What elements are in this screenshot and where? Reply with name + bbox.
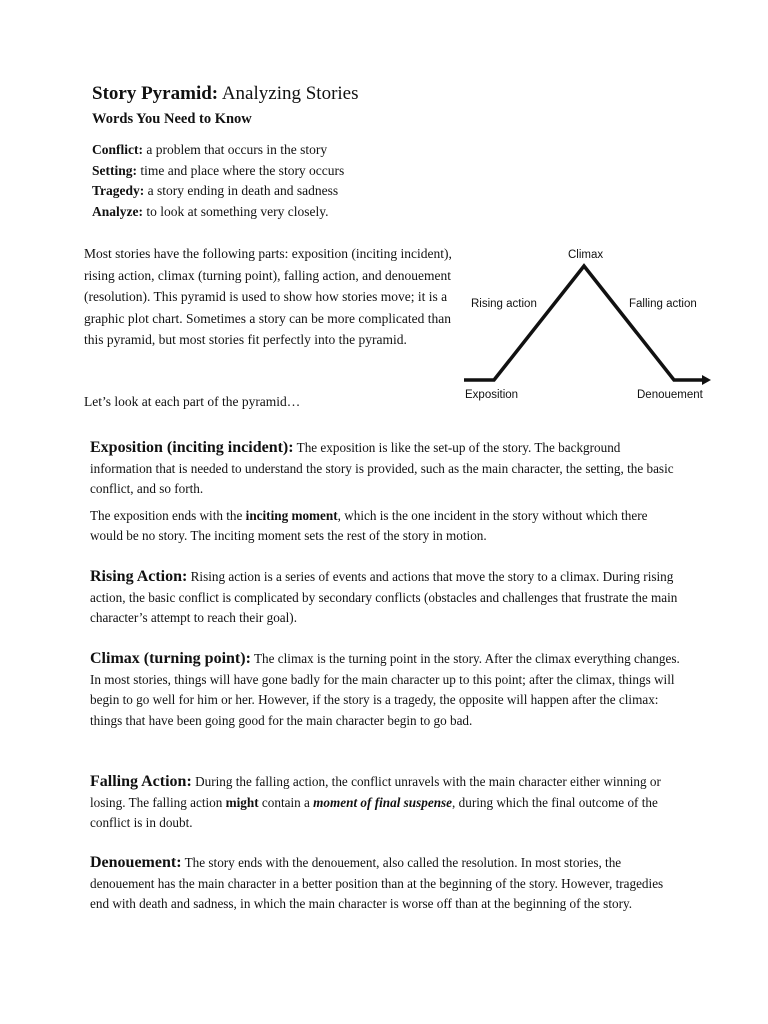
vocab-term: Setting: (92, 162, 137, 178)
intro-look-line: Let’s look at each part of the pyramid… (84, 394, 301, 409)
falling-action-label: Falling action (629, 298, 697, 310)
vocab-term: Conflict: (92, 142, 143, 157)
page-title (92, 82, 359, 106)
plot-line (464, 266, 702, 380)
vocab-term: Tragedy: (92, 183, 145, 198)
vocab-definition: a problem that occurs in the story (143, 142, 328, 157)
inciting-moment-term: inciting moment (245, 507, 338, 523)
section-climax (90, 649, 682, 731)
vocab-term: Analyze: (92, 203, 143, 219)
section-denouement (90, 853, 682, 915)
section-heading: Falling Action: (90, 773, 192, 790)
denouement-label: Denouement (637, 389, 703, 401)
section-text: contain a (258, 794, 314, 810)
title-rest: Analyzing Stories (218, 83, 359, 104)
might-term: might (225, 794, 259, 810)
section-rising-action (90, 567, 682, 629)
section-heading: Denouement: (90, 854, 182, 871)
exposition-label: Exposition (465, 389, 519, 401)
section-text: The climax is the turning point in the story. After the climax everything changes. In most stories, things will have gone badly for the main character up to this point; after the climax, things will begin to go well for him or her. However, if the story is a tragedy, the opposite will happen after the climax: things that have been going good for the main character begin to go bad. (90, 651, 680, 728)
section-exposition (90, 438, 682, 547)
section-text: Rising action is a series of events and actions that move the story to a climax. During rising action, the basic conflict is complicated by secondary conflicts (obstacles and challenges that frustrate the main character’s attempt to reach their goal). (90, 569, 678, 625)
section-falling-action (90, 772, 682, 834)
section-text: During the falling action, the conflict unravels with the main character either winning or losing. The falling action (90, 774, 661, 810)
title-bold: Story Pyramid: (92, 83, 219, 104)
subtitle: Words You Need to Know (92, 111, 252, 127)
section-heading: Climax (turning point): (90, 650, 251, 667)
final-suspense-term: moment of final suspense (313, 794, 453, 810)
vocab-list (92, 140, 412, 222)
section-text: The story ends with the denouement, also called the resolution. In most stories, the denouement has the main character in a better position than at the beginning of the story. However, tragedies end with death and sadness, in which the main character is worse off than at the beginning of the story. (90, 855, 664, 911)
intro-paragraph: Most stories have the following parts: exposition (inciting incident), rising action, climax (turning point), falling action, and denouement (resolution). This pyramid is used to show how stories move; it is a graphic plot chart. Sometimes a story can be more complicated than this pyramid, but most stories fit perfectly into the pyramid. (84, 246, 452, 347)
climax-label: Climax (568, 249, 604, 261)
arrow-head-icon (702, 375, 711, 385)
section-heading: Rising Action: (90, 568, 188, 585)
section-text: The exposition ends with the (90, 507, 246, 523)
section-heading: Exposition (inciting incident): (90, 439, 294, 456)
section-text: , during which the final outcome of the conflict is in doubt. (90, 794, 658, 830)
plot-pyramid-diagram (460, 238, 720, 413)
vocab-item (92, 181, 412, 202)
vocab-definition: a story ending in death and sadness (144, 183, 339, 198)
vocab-item (92, 140, 412, 161)
rising-action-label: Rising action (471, 298, 537, 310)
section-text: , which is the one incident in the story without which there would be no story. The inciting moment sets the rest of the story in motion. (90, 507, 648, 543)
vocab-item (92, 161, 412, 182)
vocab-definition: to look at something very closely. (143, 203, 329, 219)
vocab-definition: time and place where the story occurs (137, 162, 345, 178)
section-text: The exposition is like the set-up of the story. The background information that is needed to understand the story is provided, such as the main character, the setting, the basic conflict, and so forth. (90, 440, 674, 496)
vocab-item (92, 202, 412, 223)
